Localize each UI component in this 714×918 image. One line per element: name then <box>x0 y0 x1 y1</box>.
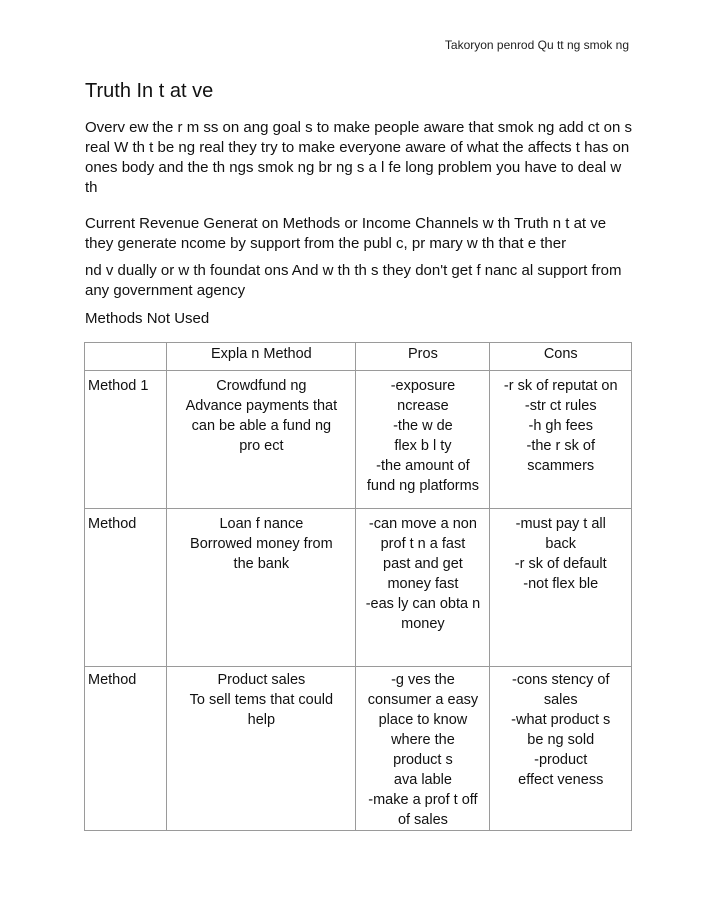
table-row <box>85 371 632 509</box>
cell-line: of sales <box>397 812 448 828</box>
document-title: Truth In t at ve <box>85 80 214 102</box>
header-cell-blank <box>85 343 167 371</box>
cell-line: -can move a non <box>368 516 477 532</box>
cell-line: ncrease <box>397 398 449 414</box>
table-header-row <box>85 343 632 371</box>
method-name-cell: Method <box>85 667 167 831</box>
method-name-cell: Method 1 <box>85 371 167 509</box>
cell-line: -exposure <box>390 378 456 394</box>
cell-line: -h gh fees <box>528 418 593 434</box>
cell-line: Crowdfund ng <box>216 378 307 394</box>
cell-line: -what product s <box>511 712 611 728</box>
cell-line: scammers <box>527 458 595 474</box>
cell-line: prof t n a fast <box>380 536 466 552</box>
page-header: Takoryon penrod Qu tt ng smok ng <box>444 38 629 52</box>
methods-table <box>84 342 632 831</box>
cell-line: -the r sk of <box>526 438 595 454</box>
cell-line: Loan f nance <box>219 516 304 532</box>
pros-cell <box>356 371 490 509</box>
cell-line: -the amount of <box>376 458 470 474</box>
cell-line: the bank <box>233 556 290 572</box>
funding-paragraph: nd v dually or w th foundat ons And w th th s they don't get f nanc al support from any government agency <box>85 262 622 299</box>
cons-cell <box>490 371 632 509</box>
header-cell-pros: Pros <box>356 343 490 371</box>
overview-paragraph: Overv ew the r m ss on ang goal s to make people aware that smok ng add ct on s real W th t be ng real they try to make everyone aware of what the affects t has on ones body and the th ngs smok ng br ng s a l fe long problem you have to deal w th <box>85 119 632 196</box>
cell-line: -r sk of default <box>514 556 607 572</box>
cell-line: help <box>247 712 276 728</box>
cell-line: back <box>545 536 577 552</box>
cell-line: -must pay t all <box>515 516 606 532</box>
method-name-cell: Method <box>85 509 167 667</box>
table-row <box>85 509 632 667</box>
header-cell-explain: Expla n Method <box>167 343 356 371</box>
cell-line: product s <box>393 752 453 768</box>
cell-line: To sell tems that could <box>189 692 334 708</box>
cons-cell <box>490 509 632 667</box>
cell-line: consumer a easy <box>367 692 479 708</box>
cell-line: can be able a fund ng <box>191 418 332 434</box>
cell-line: -str ct rules <box>524 398 597 414</box>
cell-line: -the w de <box>393 418 453 434</box>
cell-line: sales <box>543 692 578 708</box>
cell-line: Product sales <box>217 672 306 688</box>
cell-line: Advance payments that <box>185 398 338 414</box>
cell-line: -make a prof t off <box>368 792 478 808</box>
cell-line: -eas ly can obta n <box>365 596 481 612</box>
cell-line: Borrowed money from <box>190 536 333 552</box>
cell-line: where the <box>391 732 455 748</box>
cell-line: flex b l ty <box>394 438 452 454</box>
table-row <box>85 667 632 831</box>
cell-line: -product <box>534 752 588 768</box>
cell-line: effect veness <box>518 772 604 788</box>
cell-line: fund ng platforms <box>366 478 479 494</box>
explain-cell <box>167 667 356 831</box>
cell-line: -cons stency of <box>511 672 610 688</box>
header-cell-cons: Cons <box>490 343 632 371</box>
cell-line: past and get <box>383 556 463 572</box>
cell-line: -g ves the <box>391 672 455 688</box>
cell-line: ava lable <box>393 772 452 788</box>
cell-line: money <box>401 616 445 632</box>
cell-line: place to know <box>378 712 468 728</box>
explain-cell <box>167 371 356 509</box>
explain-cell <box>167 509 356 667</box>
section-label: Methods Not Used <box>85 310 210 327</box>
revenue-paragraph: Current Revenue Generat on Methods or Income Channels w th Truth n t at ve they generate ncome by support from the publ c, pr mary w th that e ther <box>85 215 607 252</box>
cell-line: -not flex ble <box>523 576 599 592</box>
cell-line: money fast <box>387 576 459 592</box>
cell-line: be ng sold <box>527 732 595 748</box>
cell-line: pro ect <box>239 438 284 454</box>
pros-cell <box>356 509 490 667</box>
pros-cell <box>356 667 490 831</box>
cons-cell <box>490 667 632 831</box>
cell-line: -r sk of reputat on <box>503 378 618 394</box>
